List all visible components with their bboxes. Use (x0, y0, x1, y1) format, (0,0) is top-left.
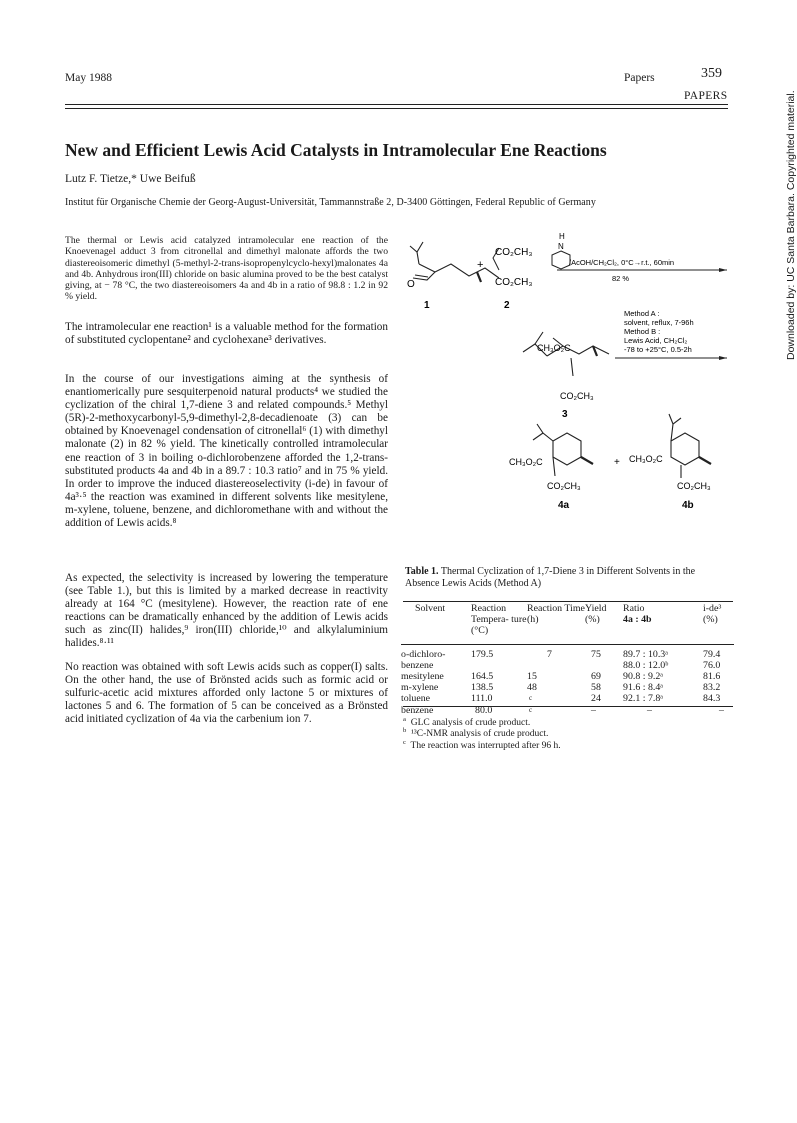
product-4a-ester-bottom: CO₂CH₃ (547, 481, 581, 491)
table-row (401, 671, 734, 682)
cell-ide-glc: 79.4 (703, 648, 721, 660)
running-date: May 1988 (65, 72, 112, 84)
reaction-scheme (405, 228, 735, 533)
cell-ide: 81.6 (703, 671, 721, 683)
table-caption (405, 566, 730, 590)
header-time: Reaction Time (h) (527, 603, 585, 626)
header-yield: Yield (%) (585, 603, 607, 626)
table-row (401, 693, 734, 704)
method-b-conditions-1: Lewis Acid, CH₂Cl₂ (624, 336, 688, 345)
aldehyde-oxygen: O (407, 279, 415, 290)
piperidine-h: H (559, 232, 565, 241)
cell-ratio-glc: 89.7 : 10.3ᵃ (623, 648, 668, 660)
footnote-b-text: ¹³C-NMR analysis of crude product. (411, 729, 549, 740)
diene-ester-left: CH₃O₂C (537, 343, 571, 353)
cell-yield: 58 (591, 682, 601, 694)
table-row (401, 682, 734, 693)
cell-temperature: 138.5 (471, 682, 494, 694)
page-number: 359 (701, 66, 722, 81)
piperidine-n: N (558, 242, 564, 251)
footnote-c-text: The reaction was interrupted after 96 h. (410, 740, 561, 751)
product-4a-ester-left: CH₃O₂C (509, 457, 543, 467)
section-label: PAPERS (684, 90, 728, 102)
yield-text: 82 % (612, 274, 630, 283)
compound-label-1: 1 (424, 300, 430, 311)
diene-structure (523, 332, 609, 376)
footnote-b: $^b$ ¹³C-NMR analysis of crude product. (403, 727, 549, 740)
table-header-row (401, 603, 734, 637)
header-rule (65, 104, 728, 105)
citronellal-structure (410, 242, 499, 282)
header-ratio-compounds: 4a : 4b (623, 614, 652, 626)
abstract: The thermal or Lewis acid catalyzed intramolecular ene reaction of the Knoevenagel adduct 3 from citronellal and dimethyl malonate affords the two diastereoisomeric dimethyl (5-methyl-2-trans-isopropenylcyclo-hexyl)malonates 4a and 4b. Anhydrous iron(III) chloride on basic alumina proved to be the best catalyst giving, at − 78 °C, the two diastereoisomers 4a and 4b in a ratio of 98.8 : 1.2 in 92 % yield. (65, 235, 388, 303)
method-b-conditions-2: -78 to +25°C, 0.5-2h (624, 345, 692, 354)
paragraph-2: In the course of our investigations aiming at the synthesis of enantiomerically pure sesquiterpenoid natural products⁴ we studied the cyclization of the chiral 1,7-diene 3 and related compounds.⁵ Methyl (5R)-2-methoxycarbonyl-5,9-dimethyl-2,8-decadienoate (3) can be obtained by Knoevenagel condensation of citronellal⁶ (1) with dimethyl malonate (2) in 82 % yield. The kinetically controlled intramolecular ene reaction of 3 in boiling o-dichlorobenzene afforded the 1,2-trans-substituted products 4a and 4b in a 89.7 : 10.3 ratio⁷ and in 75 % yield. In order to improve the induced diastereoselectivity (i-de) in favour of 4a³·⁵ the reaction was examined in different solvents like mesitylene, m-xylene, toluene, benzene, and dichloromethane with and without the addition of Lewis acids.⁸ (65, 373, 388, 530)
header-solvent: Solvent (415, 603, 446, 614)
diene-ester-bottom: CO₂CH₃ (560, 391, 594, 401)
cell-ratio: 92.1 : 7.8ᵃ (623, 693, 664, 705)
article-title: New and Efficient Lewis Acid Catalysts in Intramolecular Ene Reactions (65, 140, 607, 160)
method-a-conditions: solvent, reflux, 7-96h (624, 318, 694, 327)
arrow-head-2 (719, 356, 727, 360)
cell-ide: 84.3 (703, 693, 721, 705)
results-table (401, 603, 734, 716)
cell-ide-nmr: 76.0 (703, 659, 721, 671)
paragraph-3: As expected, the selectivity is increased by lowering the temperature (see Table 1.), but this is limited by a marked decrease in reactivity already at 164 °C (mesitylene). However, the reaction rate of ene reactions can be dramatically enhanced by the addition of Lewis acids such as zinc(II) halides,⁹ iron(III) chloride,¹⁰ and alkylaluminium halides.⁸·¹¹ (65, 572, 388, 650)
cell-solvent: benzene (401, 704, 434, 716)
cell-ratio-nmr: 88.0 : 12.0ᵇ (623, 659, 669, 671)
cell-yield: 69 (591, 671, 601, 683)
table-bottom-rule (403, 706, 733, 707)
download-watermark: Downloaded by: UC Santa Barbara. Copyrighted material. (785, 90, 797, 360)
cell-temperature: 179.5 (471, 648, 494, 660)
footnote-c: $^c$ The reaction was interrupted after 96 h. (403, 738, 561, 751)
table-caption-text: Thermal Cyclization of 1,7-Diene 3 in Different Solvents in the Absence Lewis Acids (Method A) (405, 566, 696, 589)
cell-ratio: 91.6 : 8.4ᵃ (623, 682, 664, 694)
cell-yield: 75 (591, 648, 601, 660)
cell-yield: – (591, 704, 596, 716)
cell-time: 15 (527, 671, 537, 683)
article-authors: Lutz F. Tietze,* Uwe Beifuß (65, 173, 196, 185)
product-4b-ester-bottom: CO₂CH₃ (677, 481, 711, 491)
header-temperature: Reaction Tempera- ture (°C) (471, 603, 527, 637)
cell-ratio (617, 649, 685, 671)
piperidine-ring (552, 251, 570, 269)
cell-yield: 24 (591, 693, 601, 705)
plus-sign-2: + (614, 457, 620, 468)
compound-label-3: 3 (562, 409, 568, 420)
cell-time: 7 (547, 648, 552, 660)
cell-temperature: 111.0 (471, 693, 493, 705)
table-row (401, 649, 734, 671)
condition-text-1: /AcOH/CH₂Cl₂, 0°C→r.t., 60min (569, 258, 675, 267)
header-ide: i-de³ (%) (703, 603, 722, 626)
cell-solvent: o-dichloro- benzene (401, 648, 446, 671)
cell-time: 48 (527, 682, 537, 694)
arrow-head-1 (719, 268, 727, 272)
table-caption-label: Table 1. (405, 566, 439, 577)
cell-solvent: m-xylene (401, 682, 439, 694)
cell-ratio: 90.8 : 9.2ᵃ (623, 671, 664, 683)
compound-label-2: 2 (504, 300, 510, 311)
compound-label-4b: 4b (682, 500, 694, 511)
header-ratio (617, 603, 685, 637)
cell-ide: 83.2 (703, 682, 721, 694)
header-ratio-label: Ratio (623, 603, 645, 614)
footnote-a-text: GLC analysis of crude product. (410, 718, 531, 728)
paragraph-4: No reaction was obtained with soft Lewis acids such as copper(I) salts. On the other hand, the use of Brönsted acids such as formic acid or sulfuric-acetic acid mixtures afforded only lactone 5 or mixtures of lactones 5 and 6. The formation of 5 can be conceived as a Brönsted acid initiated cyclization of 4a via the carbenium ion 7. (65, 661, 388, 726)
product-4b-ester-left: CH₃O₂C (629, 454, 663, 464)
malonate-ester-2: CO₂CH₃ (495, 277, 533, 288)
cell-ratio: – (647, 704, 652, 716)
product-4b-structure (669, 414, 711, 478)
author-institution: Institut für Organische Chemie der Georg-August-Universität, Tammannstraße 2, D-3400 Göttingen, Federal Republic of Germany (65, 197, 596, 208)
malonate-ester-1: CO₂CH₃ (495, 247, 533, 258)
plus-sign-1: + (477, 259, 484, 271)
cell-time: c (529, 705, 533, 714)
cell-time: c (529, 694, 533, 703)
cell-ide (685, 649, 734, 671)
method-a-label: Method A : (624, 309, 660, 318)
paragraph-1: The intramolecular ene reaction¹ is a valuable method for the formation of substituted cyclopentane² and cyclohexane³ derivatives. (65, 321, 388, 347)
table-footnotes (403, 715, 733, 752)
cell-solvent: mesitylene (401, 671, 444, 683)
cell-ide: – (719, 704, 724, 716)
compound-label-4a: 4a (558, 500, 570, 511)
cell-temperature: 164.5 (471, 671, 494, 683)
running-journal: Papers (624, 72, 655, 84)
footnote-a: $^a$ GLC analysis of crude product. (403, 715, 531, 728)
cell-temperature: 80.0 (475, 704, 493, 716)
method-b-label: Method B : (624, 327, 661, 336)
header-rule-2 (65, 108, 728, 109)
cell-solvent: toluene (401, 693, 431, 705)
table-top-rule (403, 601, 733, 602)
product-4a-structure (533, 424, 593, 476)
